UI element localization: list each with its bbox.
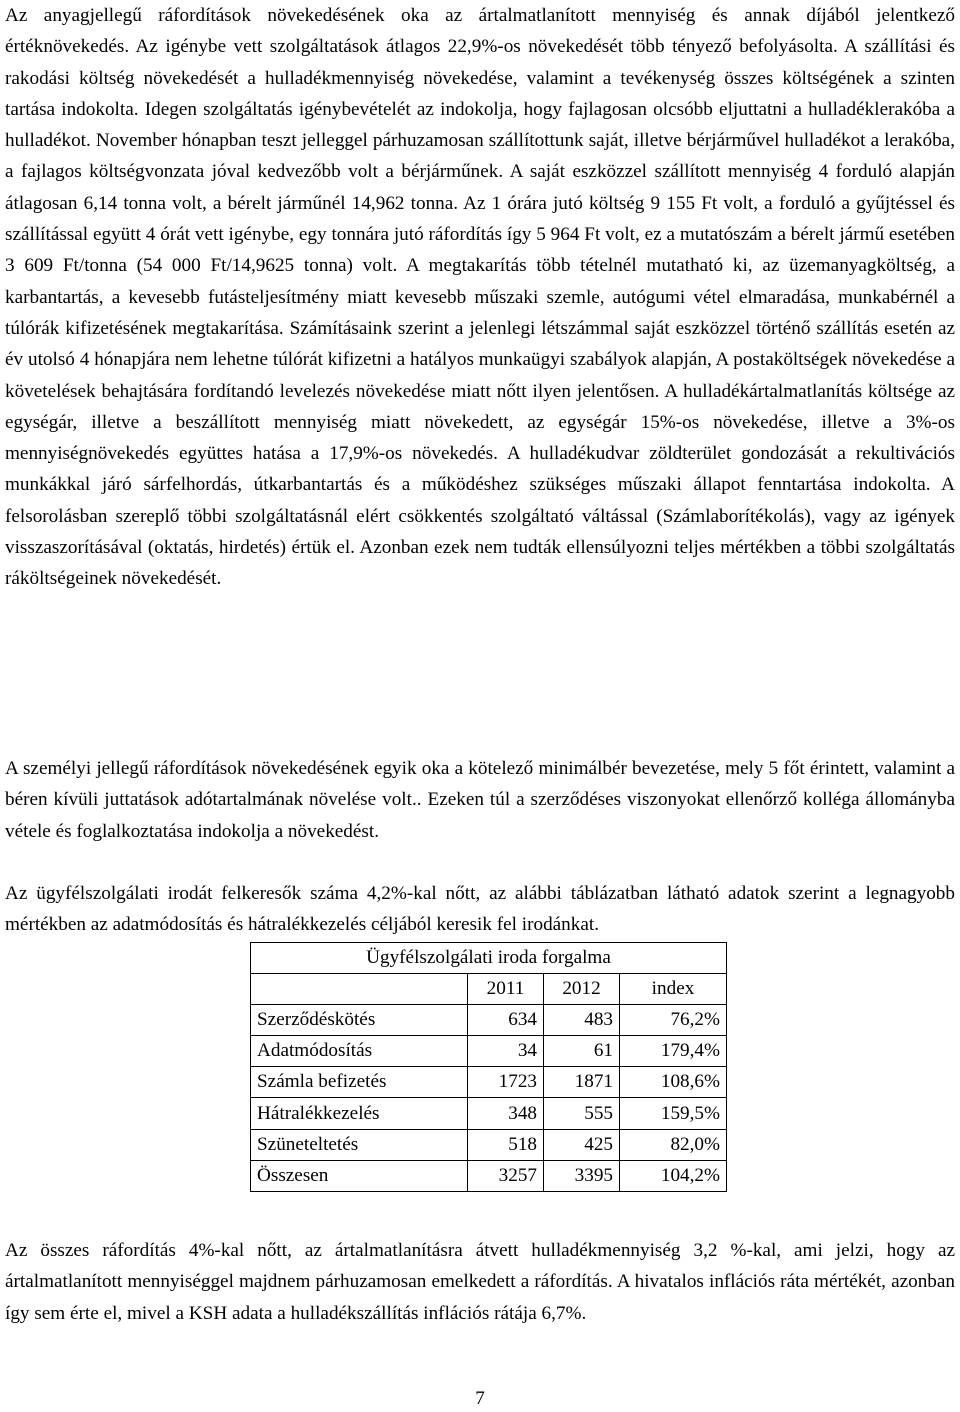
table-header-cell: 2011 bbox=[468, 974, 544, 1005]
table-cell: 348 bbox=[468, 1098, 544, 1129]
table-cell: 159,5% bbox=[620, 1098, 727, 1129]
table-cell: Számla befizetés bbox=[251, 1067, 468, 1098]
table-header-cell bbox=[251, 974, 468, 1005]
table-row bbox=[251, 1129, 727, 1160]
table-header-cell: index bbox=[620, 974, 727, 1005]
table-cell: Összesen bbox=[251, 1160, 468, 1191]
table-cell: 1723 bbox=[468, 1067, 544, 1098]
table-cell: 34 bbox=[468, 1036, 544, 1067]
table-row bbox=[251, 1067, 727, 1098]
page-number: 7 bbox=[475, 1388, 485, 1409]
table-cell: 104,2% bbox=[620, 1160, 727, 1191]
table-cell: 76,2% bbox=[620, 1005, 727, 1036]
table-cell: 61 bbox=[544, 1036, 620, 1067]
table-cell: 3257 bbox=[468, 1160, 544, 1191]
table-cell: 1871 bbox=[544, 1067, 620, 1098]
paragraph-customer-service: Az ügyfélszolgálati irodát felkeresők száma 4,2%-kal nőtt, az alábbi táblázatban látható adatok szerint a legnagyobb mértékben az adatmódosítás és hátralékkezelés céljából keresik fel irodánkat. bbox=[5, 883, 955, 936]
table-cell: 179,4% bbox=[620, 1036, 727, 1067]
table-cell: 555 bbox=[544, 1098, 620, 1129]
table-cell: 634 bbox=[468, 1005, 544, 1036]
table-header-cell: 2012 bbox=[544, 974, 620, 1005]
table-cell: Hátralékkezelés bbox=[251, 1098, 468, 1129]
paragraph-total-costs: Az összes ráfordítás 4%-kal nőtt, az ártalmatlanításra átvett hulladékmennyiség 3,2 %-kal, ami jelzi, hogy az ártalmatlanított mennyiséggel majdnem párhuzamosan emelkedett a ráfordítás. A hivatalos inflációs ráta mértékét, azonban így sem érte el, mivel a KSH adata a hulladékszállítás inflációs rátája 6,7%. bbox=[5, 1240, 955, 1324]
table-cell: Adatmódosítás bbox=[251, 1036, 468, 1067]
table-cell: 82,0% bbox=[620, 1129, 727, 1160]
table-row bbox=[251, 1005, 727, 1036]
table-cell: 108,6% bbox=[620, 1067, 727, 1098]
table-caption-row bbox=[251, 943, 727, 974]
paragraph-material-costs: Az anyagjellegű ráfordítások növekedésének oka az ártalmatlanított mennyiség és annak díjából jelentkező értéknövekedés. Az igénybe vett szolgáltatások átlagos 22,9%-os növekedését több tényező befolyásolta. A szállítási és rakodási költség növekedését a hulladékmennyiség növekedése, valamint a tevékenység összes költségének a szinten tartása indokolta. Idegen szolgáltatás igénybevételét az indokolja, hogy fajlagosan olcsóbb eljuttatni a hulladéklerakóba a hulladékot. November hónapban teszt jelleggel párhuzamosan szállítottunk saját, illetve bérjárművel hulladékot a lerakóba, a fajlagos költségvonzata jóval kedvezőbb volt a bérjárműnek. A saját eszközzel szállított mennyiség 4 forduló alapján átlagosan 6,14 tonna volt, a bérelt járműnél 14,962 tonna. Az 1 órára jutó költség 9 155 Ft volt, a forduló a gyűjtéssel és szállítással együtt 4 órát vett igénybe, egy tonnára jutó ráfordítás így 5 964 Ft volt, ez a mutatószám a bérelt jármű esetében 3 609 Ft/tonna (54 000 Ft/14,9625 tonna) volt. A megtakarítás több tételnél mutatható ki, az üzemanyagköltség, a karbantartás, a kevesebb futásteljesítmény miatt kevesebb műszaki szemle, autógumi vétel elmaradása, munkabérnél a túlórák kifizetésének megtakarítása. Számításaink szerint a jelenlegi létszámmal saját eszközzel történő szállítás esetén az év utolsó 4 hónapjára nem lehetne túlórát kifizetni a hatályos munkaügyi szabályok alapján, A postaköltségek növekedése a követelések behajtására fordítandó levelezés növekedése miatt nőtt ilyen jelentősen. A hulladékártalmatlanítás költsége az egységár, illetve a beszállított mennyiség miatt növekedett, az egységár 15%-os növekedése, illetve a 3%-os mennyiségnövekedés együttes hatása a 17,9%-os növekedés. A hulladékudvar zöldterület gondozását a rekultivációs munkákkal járó sárfelhordás, útkarbantartás és a működéshez szükséges műszaki állapot fenntartása indokolta. A felsorolásban szereplő többi szolgáltatásnál elért csökkentés szolgáltató váltással (Számlaborítékolás), vagy az igények visszaszorításával (oktatás, hirdetés) értük el. Azonban ezek nem tudták ellensúlyozni teljes mértékben a többi szolgáltatás ráköltségeinek növekedését. bbox=[5, 5, 955, 590]
table-cell: Szüneteltetés bbox=[251, 1129, 468, 1160]
customer-service-table bbox=[250, 942, 727, 1192]
table-row-total bbox=[251, 1160, 727, 1191]
table-row bbox=[251, 1098, 727, 1129]
table-cell: 518 bbox=[468, 1129, 544, 1160]
table-cell: 425 bbox=[544, 1129, 620, 1160]
table-cell: Szerződéskötés bbox=[251, 1005, 468, 1036]
table-row bbox=[251, 1036, 727, 1067]
table-cell: 3395 bbox=[544, 1160, 620, 1191]
table-cell: 483 bbox=[544, 1005, 620, 1036]
paragraph-personnel-costs: A személyi jellegű ráfordítások növekedésének egyik oka a kötelező minimálbér bevezetése, mely 5 főt érintett, valamint a béren kívüli juttatások adótartalmának növelése volt.. Ezeken túl a szerződéses viszonyokat ellenőrző kolléga állományba vétele és foglalkoztatása indokolja a növekedést. bbox=[5, 758, 955, 842]
table-caption: Ügyfélszolgálati iroda forgalma bbox=[251, 943, 727, 974]
table-header-row bbox=[251, 974, 727, 1005]
